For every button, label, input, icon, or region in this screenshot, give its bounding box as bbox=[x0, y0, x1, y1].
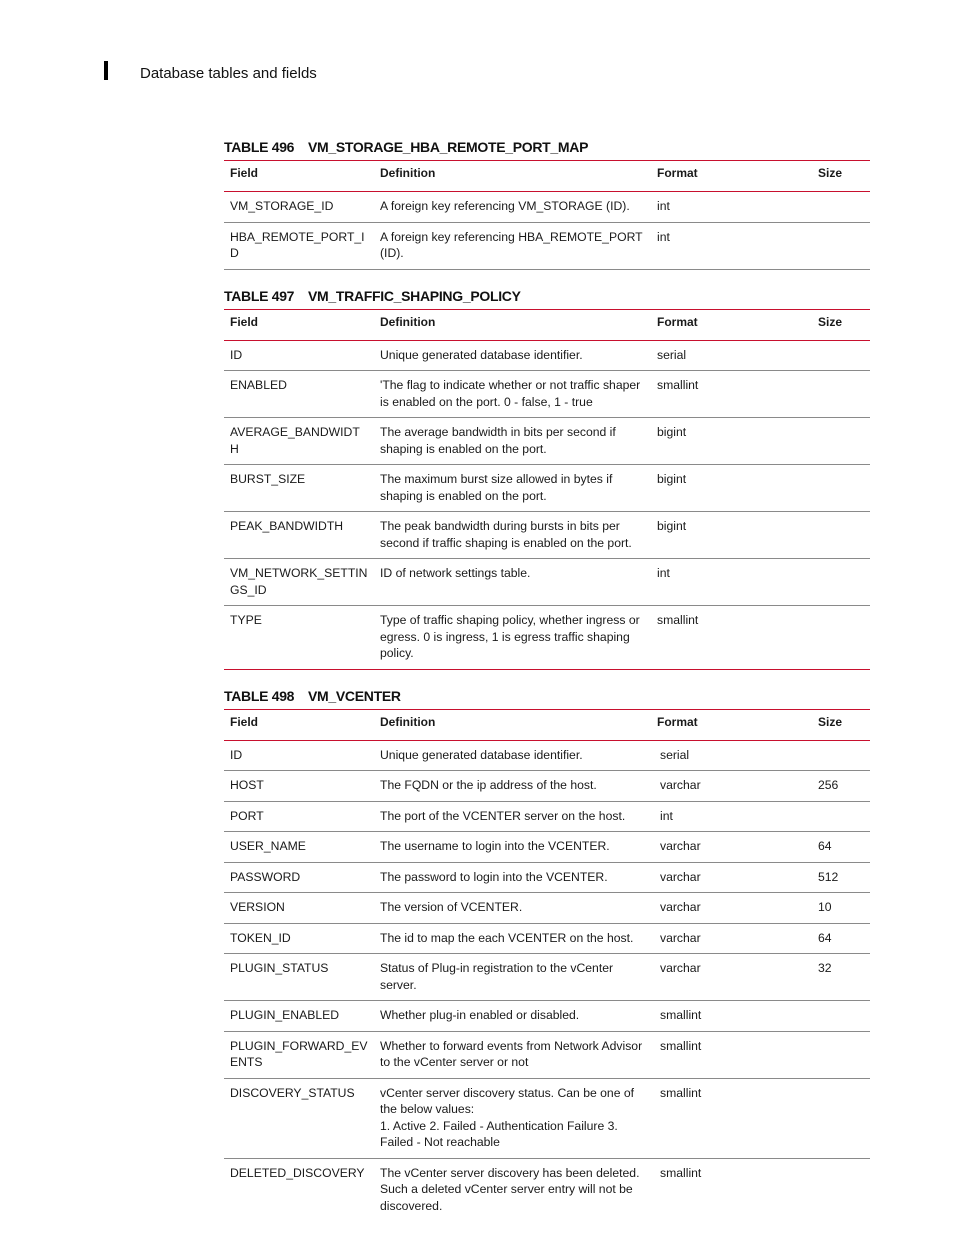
table-row bbox=[224, 832, 870, 863]
cell-field: VM_NETWORK_SETTINGS_ID bbox=[224, 559, 374, 606]
column-header-field: Field bbox=[224, 309, 374, 340]
cell-size bbox=[812, 418, 870, 465]
cell-size bbox=[812, 1158, 870, 1221]
cell-definition: A foreign key referencing HBA_REMOTE_PORT (ID). bbox=[374, 222, 651, 269]
cell-size bbox=[812, 801, 870, 832]
table-row bbox=[224, 740, 870, 771]
table-number: TABLE 498 bbox=[224, 687, 295, 704]
cell-size bbox=[812, 606, 870, 670]
cell-field: TOKEN_ID bbox=[224, 923, 374, 954]
column-header-definition: Definition bbox=[374, 709, 651, 740]
cell-format: smallint bbox=[651, 1001, 812, 1032]
table-row bbox=[224, 559, 870, 606]
table-row bbox=[224, 1001, 870, 1032]
cell-field: ENABLED bbox=[224, 371, 374, 418]
cell-size bbox=[812, 222, 870, 269]
column-header-field: Field bbox=[224, 709, 374, 740]
cell-size bbox=[812, 1078, 870, 1158]
table-vm-traffic-shaping-policy bbox=[224, 309, 870, 670]
table-row bbox=[224, 862, 870, 893]
cell-field: TYPE bbox=[224, 606, 374, 670]
cell-field: HOST bbox=[224, 771, 374, 802]
cell-format: smallint bbox=[651, 606, 812, 670]
cell-definition: Type of traffic shaping policy, whether ingress or egress. 0 is ingress, 1 is egress traffic shaping policy. bbox=[374, 606, 651, 670]
table-row bbox=[224, 1031, 870, 1078]
cell-format: bigint bbox=[651, 465, 812, 512]
table-name: VM_TRAFFIC_SHAPING_POLICY bbox=[308, 287, 521, 304]
column-header-definition: Definition bbox=[374, 161, 651, 192]
cell-field: ID bbox=[224, 340, 374, 371]
table-vm-storage-hba-remote-port-map bbox=[224, 160, 870, 270]
table-row bbox=[224, 893, 870, 924]
cell-format: bigint bbox=[651, 418, 812, 465]
cell-field: PLUGIN_FORWARD_EVENTS bbox=[224, 1031, 374, 1078]
cell-format: int bbox=[651, 801, 812, 832]
table-header-row bbox=[224, 309, 870, 340]
cell-definition: The id to map the each VCENTER on the host. bbox=[374, 923, 651, 954]
header-rule-bar bbox=[104, 61, 108, 80]
cell-field: USER_NAME bbox=[224, 832, 374, 863]
cell-definition: The username to login into the VCENTER. bbox=[374, 832, 651, 863]
cell-format: varchar bbox=[651, 893, 812, 924]
cell-definition: vCenter server discovery status. Can be one of the below values: 1. Active 2. Failed - Authentication Failure 3. Failed - Not reachable bbox=[374, 1078, 651, 1158]
cell-definition: ID of network settings table. bbox=[374, 559, 651, 606]
table-row bbox=[224, 1158, 870, 1221]
table-row bbox=[224, 465, 870, 512]
table-row bbox=[224, 222, 870, 269]
cell-format: int bbox=[651, 192, 812, 223]
cell-format: varchar bbox=[651, 832, 812, 863]
cell-definition: Status of Plug-in registration to the vCenter server. bbox=[374, 954, 651, 1001]
cell-size bbox=[812, 512, 870, 559]
cell-field: DELETED_DISCOVERY bbox=[230, 1165, 365, 1180]
cell-definition: The version of VCENTER. bbox=[374, 893, 651, 924]
cell-size: 64 bbox=[812, 832, 870, 863]
cell-format: varchar bbox=[651, 862, 812, 893]
cell-size bbox=[812, 1001, 870, 1032]
cell-size bbox=[812, 740, 870, 771]
cell-field: PORT bbox=[224, 801, 374, 832]
cell-size bbox=[812, 371, 870, 418]
cell-field: DISCOVERY_STATUS bbox=[224, 1078, 374, 1158]
cell-format: int bbox=[651, 222, 812, 269]
table-row bbox=[224, 371, 870, 418]
cell-format: smallint bbox=[651, 1078, 812, 1158]
column-header-format: Format bbox=[651, 161, 812, 192]
column-header-format: Format bbox=[651, 309, 812, 340]
table-number: TABLE 496 bbox=[224, 139, 295, 155]
cell-definition: The peak bandwidth during bursts in bits per second if traffic shaping is enabled on the port. bbox=[374, 512, 651, 559]
cell-field: VM_STORAGE_ID bbox=[224, 192, 374, 223]
table-header-row bbox=[224, 161, 870, 192]
running-head-title: Database tables and fields bbox=[140, 65, 317, 82]
cell-format: varchar bbox=[651, 771, 812, 802]
cell-definition: The password to login into the VCENTER. bbox=[374, 862, 651, 893]
cell-format: varchar bbox=[651, 923, 812, 954]
table-caption bbox=[224, 138, 870, 160]
cell-size: 32 bbox=[812, 954, 870, 1001]
cell-field: AVERAGE_BANDWIDTH bbox=[224, 418, 374, 465]
cell-size bbox=[812, 192, 870, 223]
table-row bbox=[224, 801, 870, 832]
cell-field: HBA_REMOTE_PORT_ID bbox=[224, 222, 374, 269]
cell-definition: The FQDN or the ip address of the host. bbox=[374, 771, 651, 802]
table-row bbox=[224, 606, 870, 670]
cell-field: PASSWORD bbox=[224, 862, 374, 893]
cell-format: smallint bbox=[651, 371, 812, 418]
column-header-definition: Definition bbox=[374, 309, 651, 340]
table-number: TABLE 497 bbox=[224, 287, 295, 304]
cell-size: 10 bbox=[812, 893, 870, 924]
table-caption bbox=[224, 287, 870, 309]
table-row bbox=[224, 340, 870, 371]
cell-definition: Whether to forward events from Network Advisor to the vCenter server or not bbox=[374, 1031, 651, 1078]
cell-field: ID bbox=[224, 740, 374, 771]
cell-size: 256 bbox=[812, 771, 870, 802]
table-vm-vcenter bbox=[224, 709, 870, 1222]
table-row bbox=[224, 512, 870, 559]
column-header-size: Size bbox=[812, 309, 870, 340]
cell-definition: Whether plug-in enabled or disabled. bbox=[374, 1001, 651, 1032]
cell-definition: Unique generated database identifier. bbox=[374, 340, 651, 371]
table-row bbox=[224, 923, 870, 954]
cell-format: varchar bbox=[651, 954, 812, 1001]
table-row bbox=[224, 1078, 870, 1158]
cell-definition: The port of the VCENTER server on the host. bbox=[374, 801, 651, 832]
cell-definition: 'The flag to indicate whether or not traffic shaper is enabled on the port. 0 - false, 1 - true bbox=[374, 371, 651, 418]
cell-format: smallint bbox=[660, 1165, 702, 1180]
cell-size bbox=[812, 340, 870, 371]
table-caption bbox=[224, 687, 870, 709]
column-header-format: Format bbox=[651, 709, 812, 740]
cell-field: PLUGIN_ENABLED bbox=[224, 1001, 374, 1032]
cell-definition: The maximum burst size allowed in bytes if shaping is enabled on the port. bbox=[374, 465, 651, 512]
cell-field: BURST_SIZE bbox=[224, 465, 374, 512]
cell-size: 64 bbox=[812, 923, 870, 954]
page-content bbox=[224, 138, 870, 1238]
cell-definition: A foreign key referencing VM_STORAGE (ID). bbox=[374, 192, 651, 223]
cell-size: 512 bbox=[812, 862, 870, 893]
cell-field: PEAK_BANDWIDTH bbox=[224, 512, 374, 559]
table-row bbox=[224, 771, 870, 802]
cell-field: VERSION bbox=[224, 893, 374, 924]
table-row bbox=[224, 954, 870, 1001]
cell-field: PLUGIN_STATUS bbox=[224, 954, 374, 1001]
cell-size bbox=[812, 1031, 870, 1078]
cell-format: bigint bbox=[651, 512, 812, 559]
table-header-row bbox=[224, 709, 870, 740]
table-name: VM_STORAGE_HBA_REMOTE_PORT_MAP bbox=[308, 139, 589, 155]
cell-definition: Unique generated database identifier. bbox=[374, 740, 651, 771]
cell-definition: The average bandwidth in bits per second if shaping is enabled on the port. bbox=[374, 418, 651, 465]
cell-format: serial bbox=[651, 740, 812, 771]
column-header-size: Size bbox=[812, 161, 870, 192]
table-name: VM_VCENTER bbox=[308, 687, 401, 704]
column-header-field: Field bbox=[224, 161, 374, 192]
cell-size bbox=[812, 559, 870, 606]
cell-format: serial bbox=[651, 340, 812, 371]
table-row bbox=[224, 192, 870, 223]
column-header-size: Size bbox=[812, 709, 870, 740]
cell-size bbox=[812, 465, 870, 512]
cell-format: smallint bbox=[651, 1031, 812, 1078]
cell-format: int bbox=[651, 559, 812, 606]
cell-definition: The vCenter server discovery has been deleted. Such a deleted vCenter server entry will not be discovered. bbox=[380, 1165, 640, 1213]
table-row bbox=[224, 418, 870, 465]
